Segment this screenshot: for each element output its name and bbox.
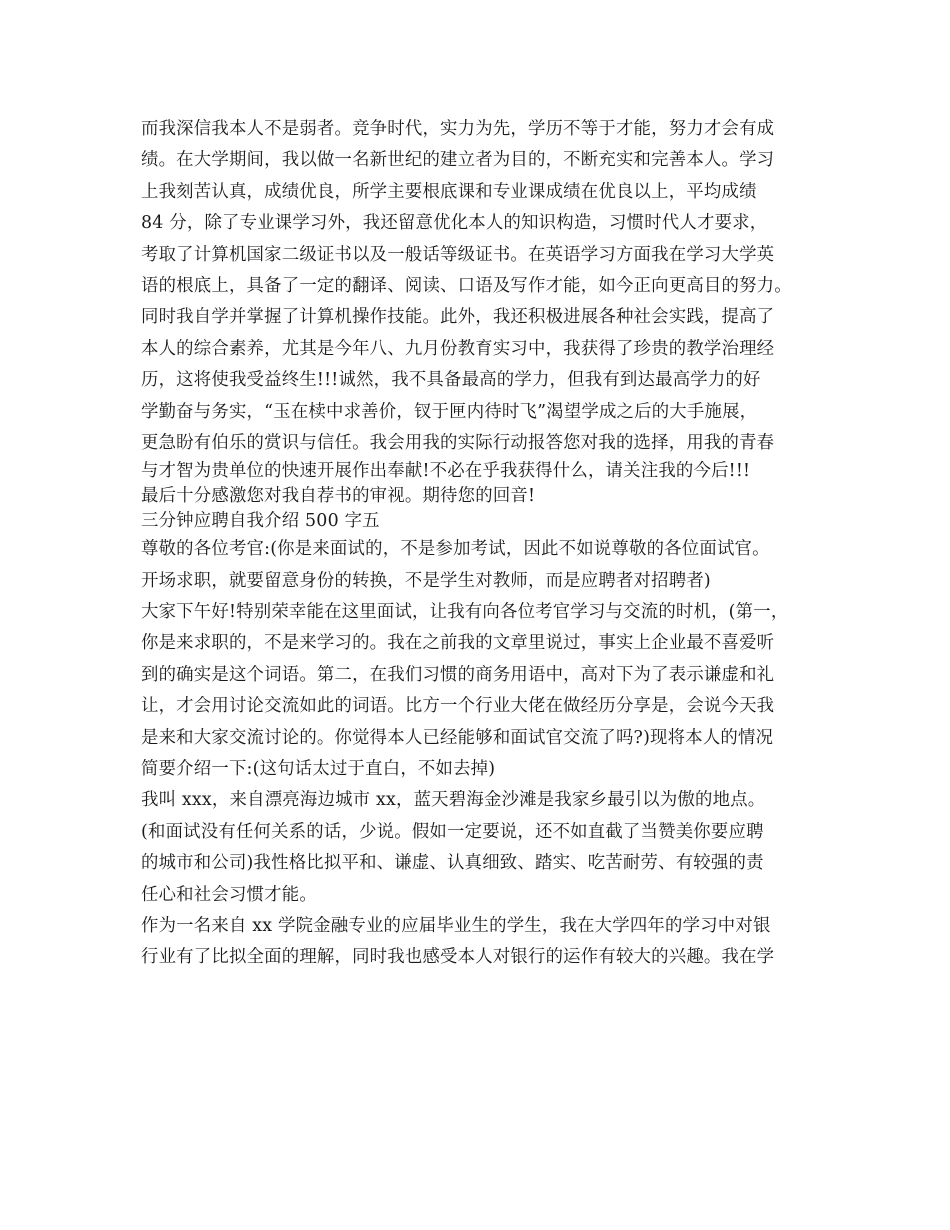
text-line: 最后十分感激您对我自荐书的审视。期待您的回音! bbox=[141, 486, 536, 507]
text-line: 考取了计算机国家二级证书以及一般话等级证书。在英语学习方面我在学习大学英 bbox=[141, 244, 775, 265]
text-line: 大家下午好!特别荣幸能在这里面试，让我有向各位考官学习与交流的时机，(第一， bbox=[141, 602, 789, 623]
section-heading: 三分钟应聘自我介绍 500 字五 bbox=[141, 511, 380, 532]
text-line: 与才智为贵单位的快速开展作出奉献!不必在乎我获得什么，请关注我的今后!!! bbox=[141, 461, 751, 482]
text-line: 历，这将使我受益终生!!!诚然，我不具备最高的学力，但我有到达最高学力的好 bbox=[141, 370, 761, 391]
text-line: 而我深信我本人不是弱者。竞争时代，实力为先，学历不等于才能，努力才会有成 bbox=[141, 119, 775, 139]
document-body bbox=[141, 114, 841, 974]
text-line: 开场求职，就要留意身份的转换，不是学生对教师，而是应聘者对招聘者) bbox=[141, 570, 711, 591]
text-line: 上我刻苦认真，成绩优良，所学主要根底课和专业课成绩在优良以上，平均成绩 bbox=[141, 181, 757, 202]
text-line: 更急盼有伯乐的赏识与信任。我会用我的实际行动报答您对我的选择，用我的青春 bbox=[141, 432, 775, 453]
text-line: 任心和社会习惯才能。 bbox=[141, 884, 317, 905]
text-line: 学勤奋与务实，“玉在椟中求善价，钗于匣内待时飞”渴望学成之后的大手施展， bbox=[141, 401, 758, 422]
text-line: 到的确实是这个词语。第二，在我们习惯的商务用语中，高对下为了表示谦虚和礼 bbox=[141, 664, 775, 685]
text-line: 你是来求职的，不是来学习的。我在之前我的文章里说过，事实上企业最不喜爱听 bbox=[141, 633, 775, 654]
text-line: 84 分，除了专业课学习外，我还留意优化本人的知识构造，习惯时代人才要求， bbox=[141, 213, 768, 234]
text-line: 语的根底上，具备了一定的翻译、阅读、口语及写作才能，如今正向更高目的努力。 bbox=[141, 275, 792, 296]
text-line: 绩。在大学期间，我以做一名新世纪的建立者为目的，不断充实和完善本人。学习 bbox=[141, 150, 775, 171]
text-line: 让，才会用讨论交流如此的词语。比方一个行业大佬在做经历分享是，会说今天我 bbox=[141, 696, 775, 717]
text-line: 行业有了比拟全面的理解，同时我也感受本人对银行的运作有较大的兴趣。我在学 bbox=[141, 947, 775, 968]
text-line: 简要介绍一下:(这句话太过于直白，不如去掉) bbox=[141, 759, 496, 780]
text-line: 尊敬的各位考官:(你是来面试的，不是参加考试，因此不如说尊敬的各位面试官。 bbox=[141, 539, 770, 560]
text-line: 的城市和公司)我性格比拟平和、谦虚、认真细致、踏实、吃苦耐劳、有较强的责 bbox=[141, 853, 764, 874]
text-line: 本人的综合素养，尤其是今年八、九月份教育实习中，我获得了珍贵的教学治理经 bbox=[141, 338, 775, 359]
text-line: 同时我自学并掌握了计算机操作技能。此外，我还积极进展各种社会实践，提高了 bbox=[141, 307, 775, 328]
text-line: (和面试没有任何关系的话，少说。假如一定要说，还不如直截了当赞美你要应聘 bbox=[141, 821, 764, 842]
text-line: 是来和大家交流讨论的。你觉得本人已经能够和面试官交流了吗?)现将本人的情况 bbox=[141, 727, 774, 748]
text-line: 作为一名来自 xx 学院金融专业的应届毕业生的学生，我在大学四年的学习中对银 bbox=[141, 915, 771, 936]
text-line: 我叫 xxx，来自漂亮海边城市 xx，蓝天碧海金沙滩是我家乡最引以为傲的地点。 bbox=[141, 790, 766, 811]
